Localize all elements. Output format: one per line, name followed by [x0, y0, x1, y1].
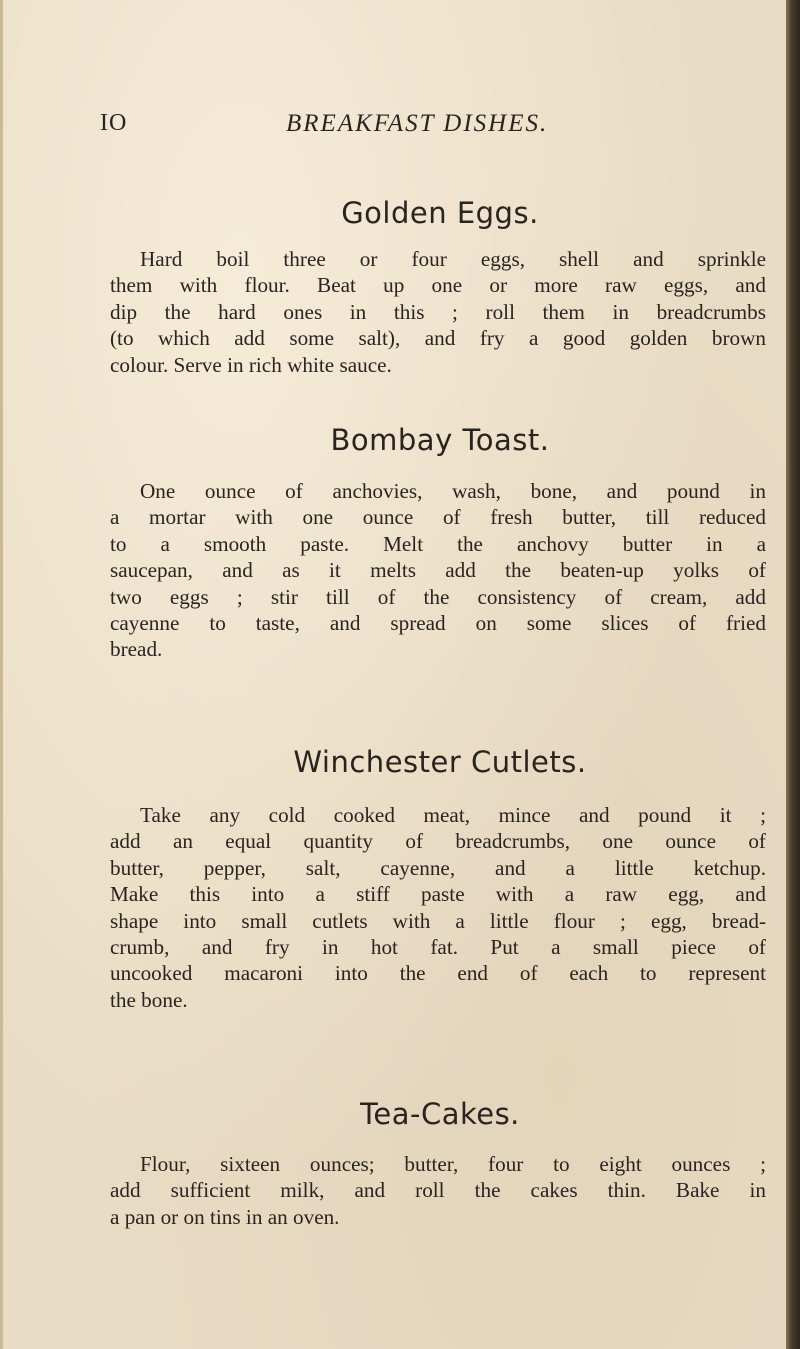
text-line: One ounce of anchovies, wash, bone, and pound in: [140, 479, 766, 503]
text-line: butter, pepper, salt, cayenne, and a little ketchup.: [110, 855, 766, 880]
recipe-title-tea-cakes: Tea-Cakes.: [360, 1097, 520, 1131]
text-line: Hard boil three or four eggs, shell and sprinkle: [140, 247, 766, 271]
text-line: add an equal quantity of breadcrumbs, one ounce of: [110, 829, 766, 854]
text-line: the bone.: [110, 987, 188, 1012]
text-line: Take any cold cooked meat, mince and pound it ;: [140, 803, 766, 827]
text-line: cayenne to taste, and spread on some slices of fried: [110, 611, 766, 636]
text-line: Flour, sixteen ounces; butter, four to eight ounces ;: [140, 1152, 766, 1176]
text-line: saucepan, and as it melts add the beaten-up yolks of: [110, 558, 766, 583]
text-line: a mortar with one ounce of fresh butter, till reduced: [110, 505, 766, 530]
recipe-body-winchester-cutlets: [110, 802, 766, 1013]
text-line: two eggs ; stir till of the consistency of cream, add: [110, 584, 766, 609]
recipe-body-golden-eggs: [110, 246, 766, 378]
running-title: BREAKFAST DISHES.: [286, 110, 549, 137]
text-line: to a smooth paste. Melt the anchovy butter in a: [110, 531, 766, 556]
page-number: IO: [100, 110, 128, 136]
text-line: add sufficient milk, and roll the cakes thin. Bake in: [110, 1178, 766, 1203]
page-left-edge: [0, 0, 3, 1349]
text-line: (to which add some salt), and fry a good golden brown: [110, 326, 766, 351]
text-line: bread.: [110, 637, 163, 662]
recipe-title-bombay-toast: Bombay Toast.: [330, 423, 550, 457]
text-line: dip the hard ones in this ; roll them in breadcrumbs: [110, 299, 766, 324]
recipe-body-bombay-toast: [110, 478, 766, 663]
recipe-title-golden-eggs: Golden Eggs.: [341, 196, 539, 230]
text-line: uncooked macaroni into the end of each to represent: [110, 961, 766, 986]
text-line: Make this into a stiff paste with a raw egg, and: [110, 882, 766, 907]
text-line: a pan or on tins in an oven.: [110, 1204, 340, 1229]
text-line: shape into small cutlets with a little flour ; egg, bread-: [110, 908, 766, 933]
recipe-body-tea-cakes: [110, 1151, 766, 1230]
text-line: colour. Serve in rich white sauce.: [110, 352, 392, 377]
text-line: crumb, and fry in hot fat. Put a small piece of: [110, 935, 766, 960]
recipe-title-winchester-cutlets: Winchester Cutlets.: [293, 745, 587, 779]
book-binding-edge: [786, 0, 800, 1349]
text-line: them with flour. Beat up one or more raw eggs, and: [110, 273, 766, 298]
page-header: [100, 110, 760, 150]
